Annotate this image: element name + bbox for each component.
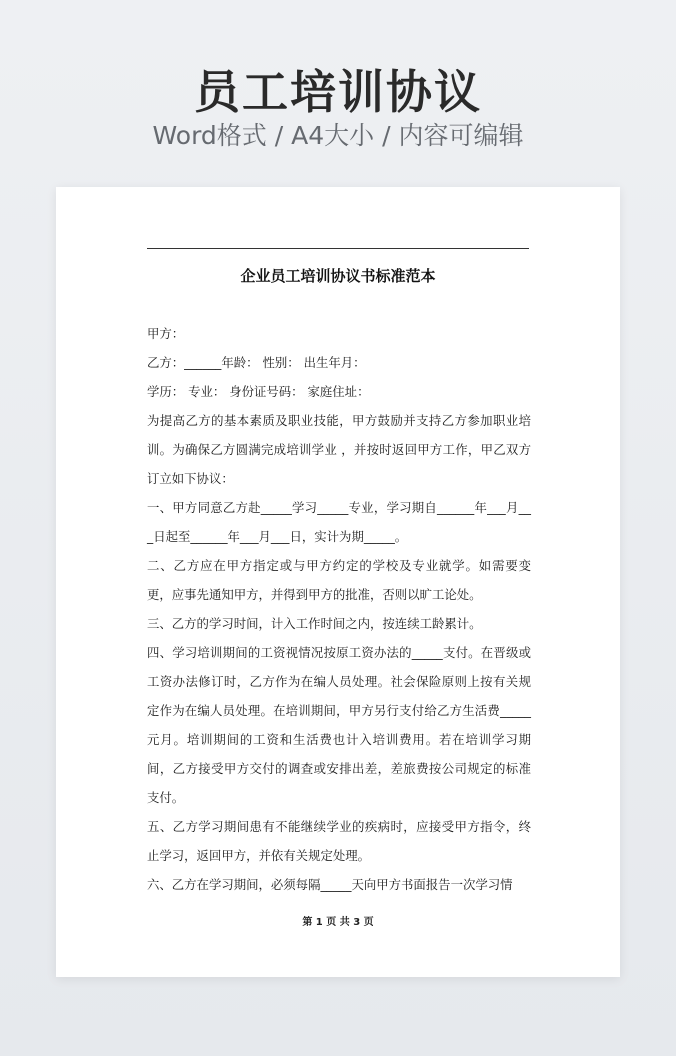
paragraph-clause-6: 六、乙方在学习期间，必须每隔_____天向甲方书面报告一次学习情 — [147, 877, 513, 892]
header-rule — [147, 248, 529, 249]
paragraph-education: 学历： 专业： 身份证号码： 家庭住址： — [147, 384, 370, 399]
paragraph-clause-5: 五、乙方学习期间患有不能继续学业的疾病时，应接受甲方指令，终止学习，返回甲方，并依有关规定处理。 — [147, 819, 531, 863]
paragraph-party-b: 乙方：______年龄： 性别： 出生年月： — [147, 355, 366, 370]
paragraph-clause-4: 四、学习培训期间的工资视情况按原工资办法的_____支付。在晋级或工资办法修订时，乙方作为在编人员处理。社会保险原则上按有关规定作为在编人员处理。在培训期间，甲方另行支付给乙方生活费_____元月。培训期间的工资和生活费也计入培训费用。若在培训学习期间，乙方接受甲方交付的调查或安排出差，差旅费按公司规定的标准支付。 — [147, 645, 531, 805]
paragraph-preamble: 为提高乙方的基本素质及职业技能，甲方鼓励并支持乙方参加职业培训。为确保乙方圆满完成培训学业 ，并按时返回甲方工作，甲乙双方订立如下协议： — [147, 413, 531, 486]
document-title: 企业员工培训协议书标准范本 — [240, 267, 436, 285]
paragraph-party-a: 甲方： — [147, 326, 185, 341]
page-number: 第 1 页 共 3 页 — [302, 917, 374, 928]
page-title: 员工培训协议 — [194, 65, 482, 119]
paragraph-clause-3: 三、乙方的学习时间，计入工作时间之内，按连续工龄累计。 — [147, 616, 482, 631]
paragraph-clause-1: 一、甲方同意乙方赴_____学习_____专业，学习期自______年___月___日起至______年___月___日，实计为期_____。 — [147, 500, 531, 544]
document-body — [147, 319, 531, 899]
page-subtitle: Word格式 / A4大小 / 内容可编辑 — [152, 121, 524, 150]
paragraph-clause-2: 二、乙方应在甲方指定或与甲方约定的学校及专业就学。如需要变更，应事先通知甲方，并得到甲方的批准，否则以旷工论处。 — [147, 558, 531, 602]
document-page — [56, 187, 620, 977]
